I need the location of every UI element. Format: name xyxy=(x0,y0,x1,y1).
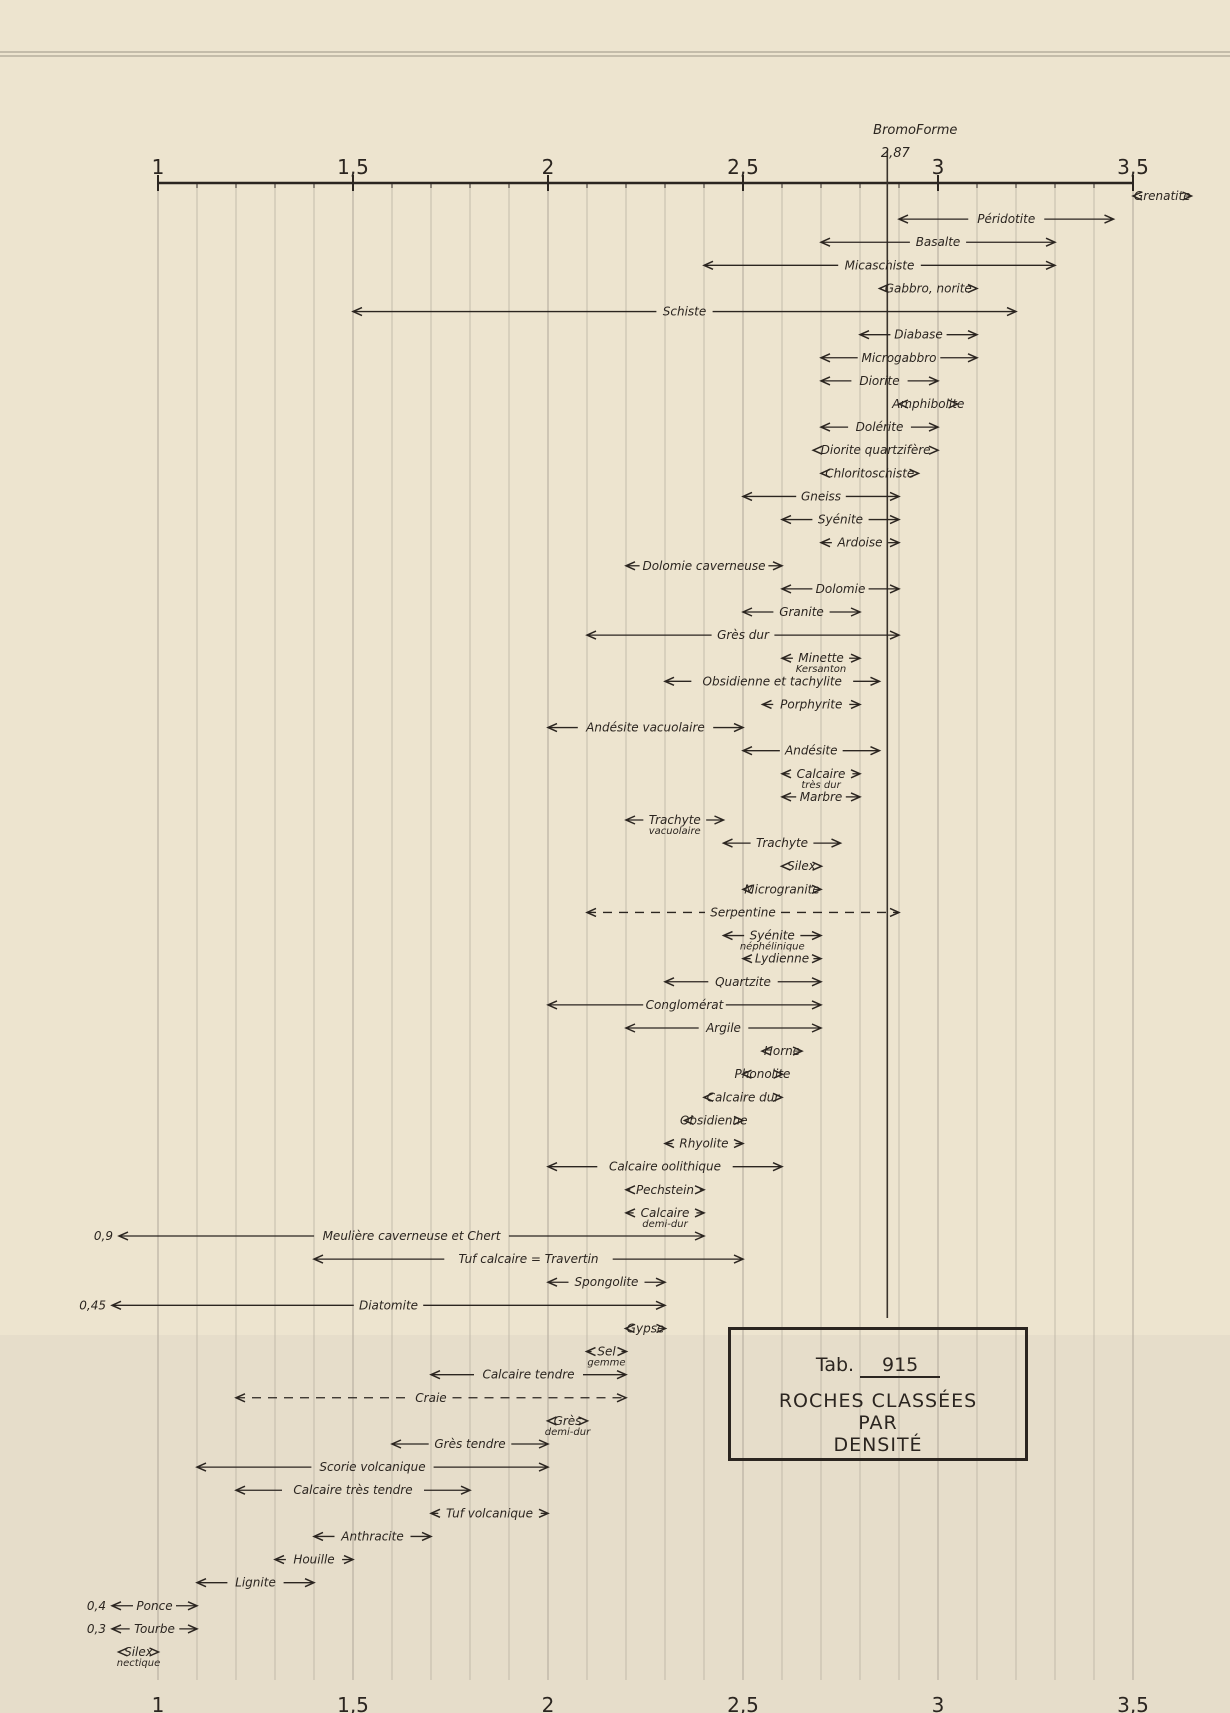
range-label: Gneiss xyxy=(800,489,842,504)
range-label: Grenatite xyxy=(1133,189,1191,203)
range-row xyxy=(626,1183,704,1197)
range-sublabel: Kersanton xyxy=(795,664,847,676)
range-label: Trachyte xyxy=(755,836,809,851)
range-row xyxy=(782,651,860,675)
range-label: Obsidienne xyxy=(679,1113,748,1128)
range-row xyxy=(79,1298,665,1312)
range-row xyxy=(704,1090,782,1104)
top-tick-label: 1,5 xyxy=(337,155,369,179)
range-row xyxy=(665,674,880,688)
range-label: Lignite xyxy=(235,1575,276,1590)
range-label: Scorie volcanique xyxy=(319,1460,426,1475)
range-row xyxy=(743,489,899,503)
range-label: Horne xyxy=(763,1044,801,1059)
range-label: Calcaire tendre xyxy=(482,1367,575,1382)
range-sublabel: vacuolaire xyxy=(648,826,701,837)
range-label: Tuf volcanique xyxy=(445,1506,534,1521)
range-label: Tourbe xyxy=(134,1621,175,1636)
range-label: Silex xyxy=(124,1645,153,1659)
range-label: Andésite xyxy=(785,743,838,758)
range-row xyxy=(548,1275,665,1289)
range-label: Craie xyxy=(415,1390,447,1405)
range-row xyxy=(763,697,861,711)
range-row xyxy=(626,813,724,837)
range-label: Chloritoschiste xyxy=(825,466,915,481)
bottom-tick-label: 1 xyxy=(151,1693,165,1713)
bottom-tick-label: 1,5 xyxy=(337,1693,369,1713)
bottom-tick-label: 2,5 xyxy=(727,1693,759,1713)
range-label: Syénite xyxy=(817,512,864,527)
range-row xyxy=(821,235,1055,249)
top-tick-label: 1 xyxy=(151,155,165,179)
range-label: Grès dur xyxy=(717,628,769,643)
range-row xyxy=(880,281,978,295)
range-label: Microgabbro xyxy=(861,350,937,365)
range-label: Meulière caverneuse et Chert xyxy=(322,1229,501,1243)
range-label: Obsidienne et tachylite xyxy=(702,674,842,689)
range-row xyxy=(821,351,977,365)
paper-lower-panel xyxy=(0,1335,1230,1713)
range-label: Marbre xyxy=(799,789,843,804)
range-row xyxy=(743,952,821,966)
bottom-tick-label: 3 xyxy=(931,1693,945,1713)
range-label: Andésite vacuolaire xyxy=(586,720,705,735)
range-label: Dolérite xyxy=(855,420,904,435)
tab-reference xyxy=(731,1354,1025,1378)
range-row xyxy=(431,1506,548,1520)
range-sublabel: nectique xyxy=(116,1658,161,1669)
range-label: Pechstein xyxy=(635,1182,695,1197)
range-label: Quartzite xyxy=(715,974,771,989)
range-row xyxy=(891,397,964,411)
paper-fold-lines xyxy=(0,52,1230,1713)
range-label: Silex xyxy=(787,859,816,874)
top-tick-label: 2 xyxy=(541,155,555,179)
range-label: Diatomite xyxy=(358,1298,419,1313)
range-row xyxy=(821,420,938,434)
range-row xyxy=(899,212,1114,226)
top-axis xyxy=(152,155,1149,191)
range-label: Calcaire xyxy=(640,1205,690,1220)
bottom-tick-label: 2 xyxy=(541,1693,555,1713)
range-row xyxy=(626,559,782,573)
range-row xyxy=(587,905,899,919)
range-label: Dolomie caverneuse xyxy=(642,558,766,573)
range-label: Calcaire très tendre xyxy=(293,1483,413,1498)
range-row xyxy=(704,258,1055,272)
range-row xyxy=(813,443,938,457)
range-label: Calcaire dur xyxy=(706,1090,780,1105)
range-row xyxy=(548,721,743,735)
range-label: Phonolite xyxy=(734,1067,791,1082)
range-row xyxy=(1133,189,1192,203)
range-row xyxy=(626,1021,821,1035)
range-row xyxy=(860,328,977,342)
range-label: Dolomie xyxy=(815,581,866,596)
range-label: Argile xyxy=(706,1021,741,1035)
range-label: Tuf calcaire = Travertin xyxy=(458,1252,599,1267)
bromoforme-line xyxy=(873,123,957,1318)
range-row xyxy=(782,582,899,596)
range-label: Gabbro, norite xyxy=(884,281,972,296)
range-label: Lydienne xyxy=(754,951,810,966)
range-label: Amphibolite xyxy=(892,397,965,411)
range-sublabel: demi-dur xyxy=(642,1218,688,1230)
range-label: Calcaire xyxy=(796,766,846,781)
range-label: Gypse xyxy=(626,1321,665,1336)
range-row xyxy=(626,1321,666,1335)
range-row xyxy=(587,628,899,642)
range-row xyxy=(782,513,899,527)
range-row xyxy=(724,929,822,953)
range-label: Ponce xyxy=(136,1598,173,1613)
range-label: Serpentine xyxy=(710,905,776,920)
range-min-label: 0,9 xyxy=(93,1229,113,1243)
title-line-3: DENSITÉ xyxy=(833,1434,923,1456)
range-row xyxy=(762,1044,802,1058)
tab-prefix: Tab. xyxy=(815,1354,855,1376)
tab-number: 915 xyxy=(860,1354,940,1378)
range-label: Grès tendre xyxy=(434,1437,506,1451)
range-row xyxy=(735,1067,791,1081)
range-row xyxy=(353,305,1016,319)
range-min-label: 0,3 xyxy=(86,1621,106,1636)
range-arrowhead xyxy=(626,1186,635,1194)
top-tick-label: 3,5 xyxy=(1117,155,1149,179)
bottom-tick-label: 3,5 xyxy=(1117,1693,1149,1713)
range-row xyxy=(743,605,860,619)
range-sublabel: gemme xyxy=(587,1357,626,1369)
range-label: Basalte xyxy=(915,235,961,250)
range-label: Calcaire oolithique xyxy=(608,1159,722,1174)
range-row xyxy=(665,975,821,989)
range-row xyxy=(782,859,822,873)
range-row xyxy=(680,1113,748,1127)
range-row xyxy=(548,998,821,1012)
range-label: Trachyte xyxy=(648,813,701,827)
bromoforme-label: BromoForme xyxy=(873,123,958,138)
range-label: Schiste xyxy=(662,304,707,319)
range-label: Diorite quartzifère xyxy=(820,443,931,458)
range-row xyxy=(94,1229,704,1243)
range-label: Syénite xyxy=(749,928,795,943)
title-box xyxy=(728,1327,1028,1461)
range-min-label: 0,4 xyxy=(86,1598,106,1613)
title-line-1: ROCHES CLASSÉES xyxy=(778,1390,978,1412)
range-label: Grès xyxy=(553,1413,582,1428)
range-row xyxy=(665,1137,743,1151)
range-label: Micaschiste xyxy=(844,258,915,273)
range-min-label: 0,45 xyxy=(79,1298,106,1313)
range-row xyxy=(548,1160,782,1174)
range-label: Ardoise xyxy=(837,535,883,550)
range-row xyxy=(743,744,880,758)
range-row xyxy=(782,767,860,791)
range-row xyxy=(314,1252,743,1266)
range-row xyxy=(724,836,841,850)
range-row xyxy=(782,790,860,804)
range-label: Conglomérat xyxy=(645,997,724,1012)
range-arrowhead xyxy=(695,1186,704,1194)
range-row xyxy=(743,882,821,896)
range-row xyxy=(821,374,938,388)
title-line-2: PAR xyxy=(858,1412,898,1434)
range-sublabel: très dur xyxy=(801,779,841,791)
range-label: Anthracite xyxy=(341,1529,404,1544)
bromoforme-value-label: 2,87 xyxy=(880,146,910,161)
range-sublabel: néphélinique xyxy=(739,941,805,953)
range-label: Rhyolite xyxy=(679,1136,729,1151)
range-label: Sel xyxy=(597,1344,616,1359)
range-label: Spongolite xyxy=(574,1275,639,1290)
range-label: Diorite xyxy=(859,373,900,388)
top-tick-label: 2,5 xyxy=(727,155,759,179)
range-label: Granite xyxy=(779,605,824,619)
range-row xyxy=(821,466,919,480)
range-label: Péridotite xyxy=(977,212,1036,227)
top-tick-label: 3 xyxy=(931,155,945,179)
range-row xyxy=(626,1206,704,1230)
range-label: Minette xyxy=(798,651,844,666)
range-sublabel: demi-dur xyxy=(544,1426,591,1438)
range-label: Houille xyxy=(293,1552,335,1567)
range-label: Diabase xyxy=(894,327,943,342)
range-label: Microgranite xyxy=(744,882,820,897)
range-label: Porphyrite xyxy=(780,697,843,712)
